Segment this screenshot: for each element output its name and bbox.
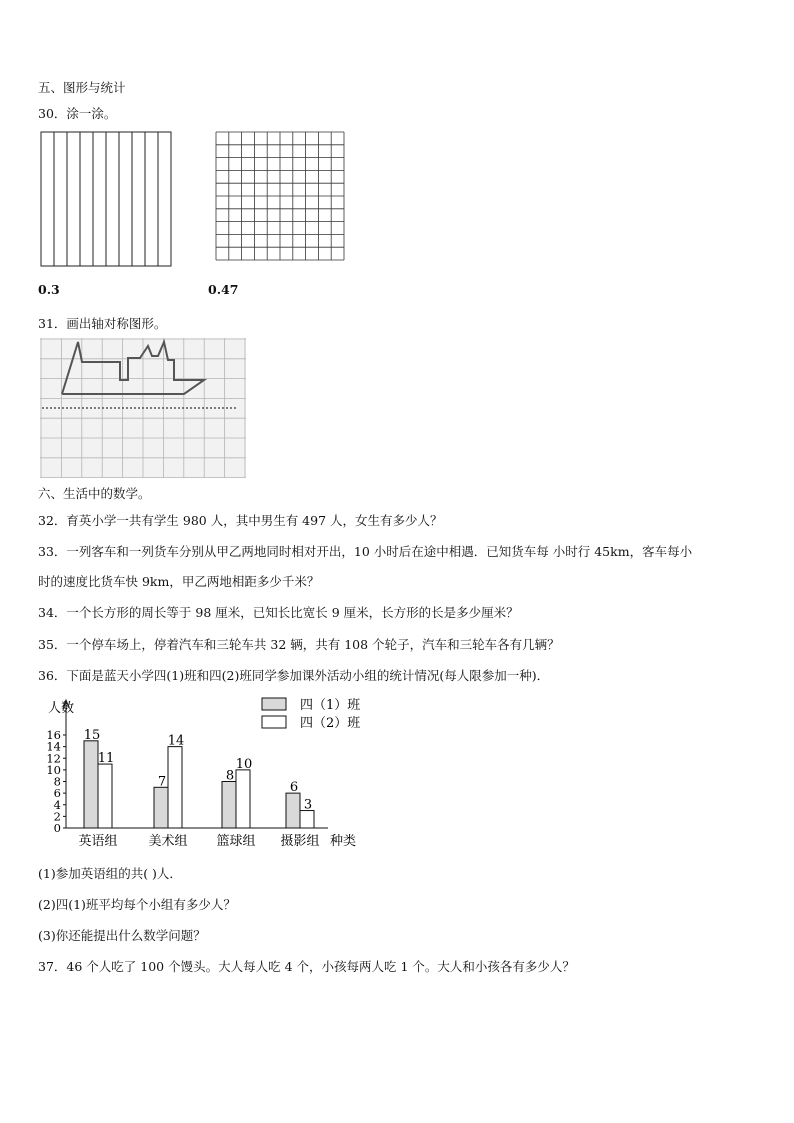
question-36: 36．下面是蓝天小学四(1)班和四(2)班同学参加课外活动小组的统计情况(每人限参加一种)．: [38, 668, 550, 683]
label-0-47: 0.47: [208, 282, 239, 297]
category-label: 摄影组: [280, 834, 320, 849]
question-37: 37．46 个人吃了 100 个馒头。大人每人吃 4 个，小孩每两人吃 1 个。大人和小孩各有多少人？: [38, 959, 575, 974]
bar-value-label: 11: [97, 751, 115, 767]
question-34: 34．一个长方形的周长等于 98 厘米，已知长比宽长 9 厘米，长方形的长是多少厘米？: [38, 605, 519, 620]
bar: [154, 787, 168, 828]
bar: [98, 764, 112, 828]
legend-label: 四（1）班: [300, 698, 361, 713]
bar: [84, 741, 98, 828]
bar-value-label: 10: [235, 756, 253, 772]
bar: [222, 782, 236, 829]
question-30-title: 30．涂一涂。: [38, 106, 117, 121]
symmetry-grid-figure: [40, 338, 246, 478]
bar-value-label: 6: [289, 780, 299, 796]
section-5-title: 五、图形与统计: [38, 80, 126, 95]
bar: [168, 747, 182, 828]
section-6-title: 六、生活中的数学。: [38, 486, 151, 501]
question-33-line-1: 33．一列客车和一列货车分别从甲乙两地同时相对开出，10 小时后在途中相遇．已知货车每 小时行 45km，客车每小: [38, 544, 693, 559]
category-label: 英语组: [78, 834, 118, 849]
y-tick-label: 10: [46, 762, 61, 777]
bar: [236, 770, 250, 828]
x-axis-label: 种类: [330, 834, 357, 849]
question-33-line-2: 时的速度比货车快 9km，甲乙两地相距多少千米？: [38, 574, 320, 589]
y-tick-label: 2: [53, 809, 61, 824]
bar-value-label: 14: [167, 733, 185, 749]
question-32: 32．育英小学一共有学生 980 人，其中男生有 497 人，女生有多少人？: [38, 513, 443, 528]
y-tick-label: 12: [46, 751, 61, 766]
question-36-part-3: (3)你还能提出什么数学问题？: [38, 928, 206, 943]
bar: [300, 811, 314, 828]
y-axis-label: 人数: [48, 701, 75, 716]
ten-strip-rectangle: [40, 131, 172, 267]
bar-value-label: 15: [83, 727, 101, 743]
legend-label: 四（2）班: [300, 716, 361, 731]
category-label: 美术组: [148, 834, 188, 849]
question-35: 35．一个停车场上，停着汽车和三轮车共 32 辆，共有 108 个轮子，汽车和三轮车各有几辆？: [38, 637, 560, 652]
y-tick-label: 8: [53, 774, 61, 789]
y-tick-label: 16: [46, 728, 61, 742]
question-36-part-2: (2)四(1)班平均每个小组有多少人？: [38, 897, 236, 912]
y-tick-label: 6: [53, 786, 61, 801]
legend-swatch: [262, 716, 286, 728]
question-31-title: 31．画出轴对称图形。: [38, 316, 167, 331]
bar-value-label: 8: [225, 768, 235, 784]
hundred-square-grid: [215, 131, 347, 261]
bar-value-label: 3: [303, 797, 313, 813]
bar-value-label: 7: [157, 774, 167, 790]
y-tick-label: 4: [53, 797, 61, 812]
label-0-3: 0.3: [38, 282, 60, 297]
y-tick-label: 14: [46, 739, 61, 754]
category-label: 篮球组: [216, 834, 256, 849]
y-tick-label: 0: [53, 821, 61, 835]
question-36-part-1: (1)参加英语组的共( )人．: [38, 866, 182, 881]
activity-group-bar-chart: [38, 692, 378, 856]
legend-swatch: [262, 698, 286, 710]
bar: [286, 793, 300, 828]
